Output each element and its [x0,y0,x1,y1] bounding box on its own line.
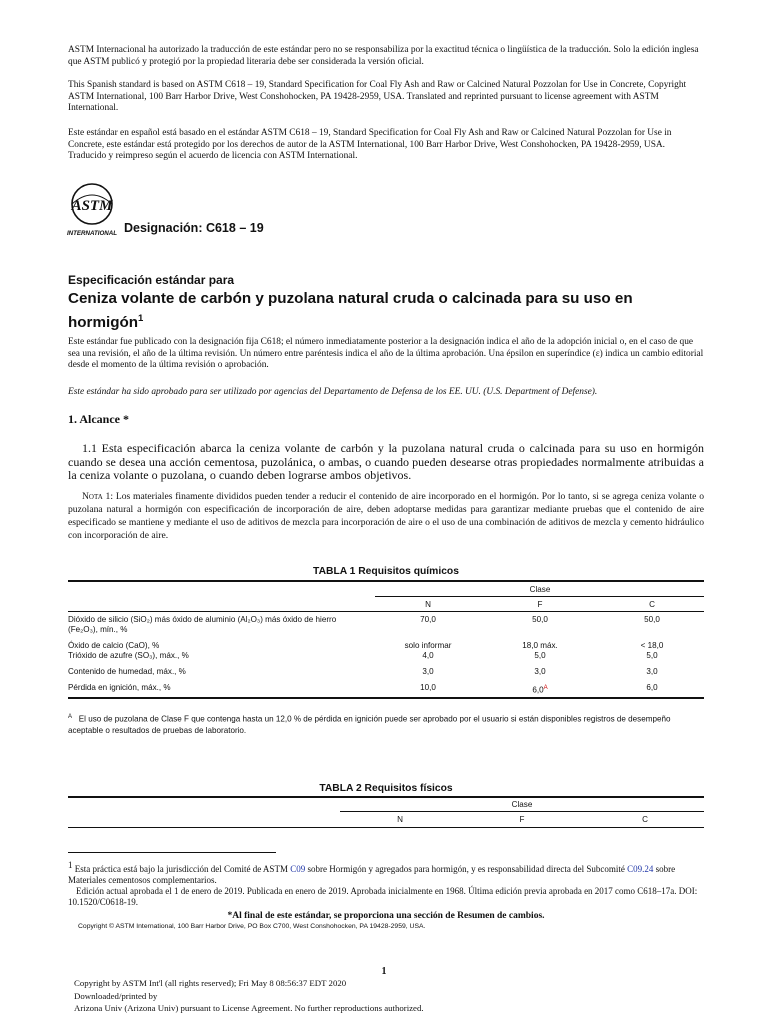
cell-c: 6,0 [646,683,658,692]
cell-c: 50,0 [644,615,660,624]
footnote-1-mark: 1 [68,860,73,870]
cell-c: 5,0 [646,651,658,660]
table-1-col-c: C [649,600,655,609]
page-number: 1 [381,966,387,977]
row-label: Trióxido de azufre (SO₃), máx., % [68,651,189,660]
spec-heading: Especificación estándar para [68,273,235,287]
footnote-1 [68,860,704,885]
cell-c: 3,0 [646,667,658,676]
table-2-caption: TABLA 2 Requisitos físicos [319,783,453,794]
table-1-bottom-rule [68,697,704,699]
logo-subtext: INTERNATIONAL [66,230,118,237]
cell-f-value: 6,0 [532,685,544,695]
table-1-col-n: N [425,600,431,609]
designation: Designación: C618 – 19 [124,221,264,235]
dod-approval: Este estándar ha sido aprobado para ser utilizado por agencias del Departamento de Defensa de los EE. UU. (U.S. Department of Defense). [68,387,598,397]
note-text: Los materiales finamente divididos pueden tender a reducir el contenido de aire incorporado en el hormigón. Por lo tanto, si se agrega ceniza volante o puzolana natural a hormigón con especificación de incorporación de aire, deben adoptarse medidas para garantizar mediante pruebas que el contenido de aire especificado se mantiene y mediante el uso de aditivos de mezcla para incorporación de aire o el uso de una combinación de aditivos de mezcla y cemento hidráulico con incorporación de aire. [68,491,704,541]
table-1-clase-header: Clase [529,585,551,594]
table-1-header-rule [68,611,704,612]
astm-logo-icon [62,180,124,238]
row-label: Contenido de humedad, máx., % [68,667,186,676]
table-2-col-c: C [642,815,648,824]
table-1-clase-rule [375,596,704,597]
edition-note: Edición actual aprobada el 1 de enero de 2019. Publicada en enero de 2019. Aprobada inicialmente en 1968. Última edición previa aprobada en 2017 como C618–17a. DOI: 10.1520/C0618-19. [68,886,698,907]
table-2-clase-rule [340,811,704,812]
cell-n: 10,0 [420,683,436,692]
cell-f: 18,0 máx. [522,641,558,650]
note-1 [68,490,704,542]
footnote-a-ref[interactable]: A [543,685,548,691]
cell-n: 3,0 [422,667,434,676]
footer-line-2: Downloaded/printed by [74,990,158,1001]
cell-n: 70,0 [420,615,436,624]
footnote-1-text-c: sobre Materiales cementosos complementarios. [68,864,676,885]
table-1-footnote-text: El uso de puzolana de Clase F que contenga hasta un 12,0 % de pérdida en ignición puede ser aprobado por el usuario si están disponibles registros de desempeño aceptable o resultados de pruebas de laboratorio. [68,714,671,735]
row-label: Óxido de calcio (CaO), % [68,641,160,650]
footnote-1-text-b: sobre Hormigón y agregados para hormigón, y es responsabilidad directa del Subcomité [305,864,628,874]
summary-of-changes-note: *Al final de este estándar, se proporciona una sección de Resumen de cambios. [227,911,545,921]
title-text: Ceniza volante de carbón y puzolana natural cruda o calcinada para su uso en hormigón [68,290,633,332]
cell-c: < 18,0 [640,641,664,650]
english-basis-notice: This Spanish standard is based on ASTM C618 – 19, Standard Specification for Coal Fly Ash and Raw or Calcined Natural Pozzolan for Use in Concrete, Copyright ASTM International, 100 Barr Harbor Drive, West Conshohocken, PA 19428-2959, USA. Translated and reprinted pursuant to license agreement with ASTM International. [68,80,687,114]
cell-n: solo informar [404,641,452,650]
table-2-clase-header: Clase [511,800,533,809]
page-title [68,289,708,333]
footnote-1-text-a: Esta práctica está bajo la jurisdicción del Comité de ASTM [72,864,291,874]
section-scope-heading: 1. Alcance * [68,412,129,426]
table-2-col-n: N [397,815,403,824]
logo-text: ASTM [71,198,113,214]
cell-f: 5,0 [534,651,546,660]
table-2-top-rule [68,796,704,798]
copyright-line: Copyright © ASTM International, 100 Barr Harbor Drive, PO Box C700, West Conshohocken, PA 19428-2959, USA. [78,923,426,930]
note-number: 1: [102,491,116,502]
title-footnote-mark[interactable]: 1 [138,313,144,324]
cell-f: 50,0 [532,615,548,624]
cell-n: 4,0 [422,651,434,660]
note-label: Nota [82,491,103,502]
table-1-top-rule [68,580,704,582]
intro-paragraph: Este estándar fue publicado con la designación fija C618; el número inmediatamente posterior a la designación indica el año de la adopción inicial o, en el caso de que sea una revisión, el año de la última revisión. Un número entre paréntesis indica el año de la última aprobación. Una épsilon en superíndice (ε) indica un cambio editorial desde el momento de la última revisión o aprobación. [68,337,704,371]
cell-f [487,683,593,696]
table-1-col-f: F [537,600,543,609]
subcommittee-c09-24-link[interactable]: C09.24 [627,864,654,874]
download-footer [74,977,424,1015]
translation-notice: ASTM Internacional ha autorizado la traducción de este estándar pero no se responsabiliza por la exactitud técnica o lingüística de la traducción. Solo la edición inglesa que ASTM publicó y protegió por la propiedad literaria debe ser considerada la versión oficial. [68,45,699,67]
row-label: Pérdida en ignición, máx., % [68,683,171,692]
cell-f: 3,0 [534,667,546,676]
row-label: Dióxido de silicio (SiO₂) más óxido de aluminio (Al₂O₃) más óxido de hierro (Fe₂O₃), mín., % [68,615,337,634]
table-1-footnote [68,712,704,736]
table-1-caption: TABLA 1 Requisitos químicos [313,566,459,577]
table-2-header-rule [68,827,704,828]
committee-c09-link[interactable]: C09 [290,864,306,874]
table-2-col-f: F [519,815,525,824]
footer-line-3: Arizona Univ (Arizona Univ) pursuant to License Agreement. No further reproductions authorized. [74,1003,424,1013]
footnote-a-mark: A [68,714,73,720]
paragraph-1-1: 1.1 Esta especificación abarca la ceniza volante de carbón y la puzolana natural cruda o calcinada para su uso en hormigón cuando se desea una acción cementosa, puzolánica, o ambas, o cuando pueden desearse otras propiedades normalmente atribuidas a la ceniza volante o puzolana, o cuando deben lograrse ambos objetivos. [68,441,704,483]
footer-line-1: Copyright by ASTM Int'l (all rights reserved); Fri May 8 08:56:37 EDT 2020 [74,978,347,988]
spanish-basis-notice: Este estándar en español está basado en el estándar ASTM C618 – 19, Standard Specification for Coal Fly Ash and Raw or Calcined Natural Pozzolan for Use in Concrete, este estándar está protegido por los derechos de autor de la ASTM International, 100 Barr Harbor Drive, West Conshohocken, PA 19428-2959, USA. Traducido y reimpreso según el acuerdo de licencia con ASTM International. [68,128,672,162]
footnote-separator [68,852,276,853]
